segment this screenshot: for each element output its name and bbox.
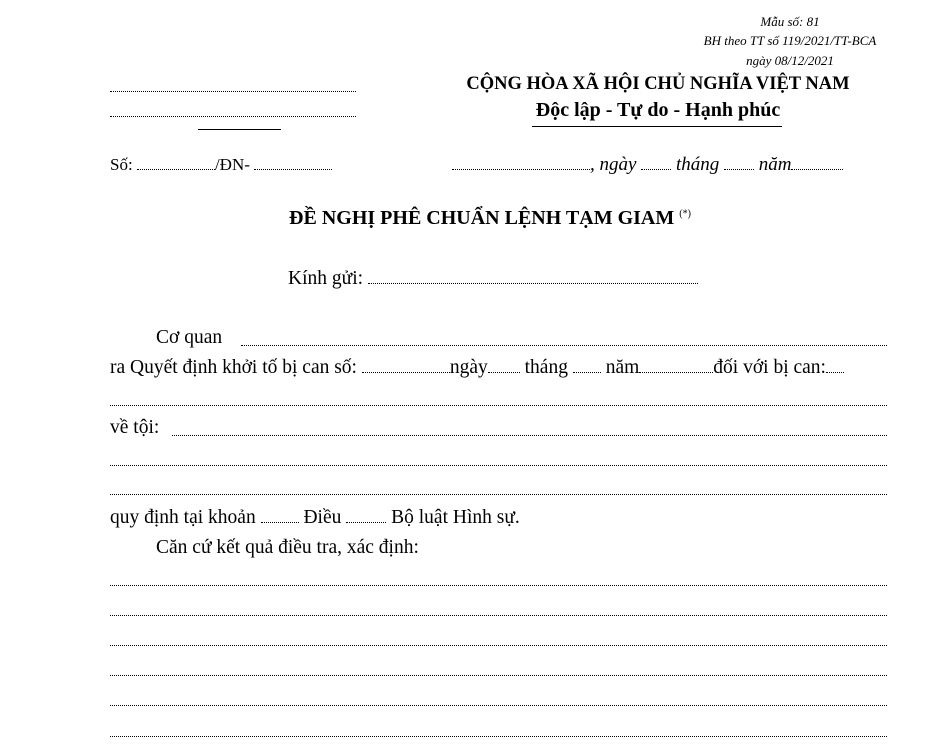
decision-year-blank[interactable] [639,372,713,373]
basis-label: Căn cứ kết quả điều tra, xác định: [156,537,419,558]
decision-label: ra Quyết định khởi tố bị can số: [110,357,357,378]
code-label: Bộ luật Hình sự. [391,507,520,528]
agency-blank[interactable] [241,345,887,346]
month-label: tháng [675,154,720,175]
month-blank[interactable] [724,169,754,170]
findings-blank-1[interactable] [110,585,887,586]
recipient-label: Kính gửi: [288,268,364,289]
recipient-blank[interactable] [368,283,698,284]
clause-blank[interactable] [261,522,299,523]
motto: Độc lập - Tự do - Hạnh phúc [535,99,781,121]
place-date-line [452,154,843,176]
crime-line [110,417,159,439]
number-code-blank[interactable] [254,169,332,170]
decision-year-label: năm [605,357,640,378]
title-footnote: (*) [679,208,691,220]
number-label: Số: [110,155,133,174]
agency-name-blank[interactable] [110,116,356,117]
place-comma: , [590,154,595,175]
form-date: ngày 08/12/2021 [746,53,834,68]
motto-underline [532,126,782,127]
number-suffix: /ĐN- [214,155,250,174]
title-text: ĐỀ NGHỊ PHÊ CHUẨN LỆNH TẠM GIAM [289,207,675,229]
findings-blank-6[interactable] [110,736,887,737]
crime-blank-2[interactable] [110,465,887,466]
suspect-blank[interactable] [110,405,887,406]
article-blank[interactable] [346,522,386,523]
article-label: Điều [303,507,342,528]
document-number-line [110,155,332,175]
place-blank[interactable] [452,169,590,170]
findings-blank-4[interactable] [110,675,887,676]
clause-label: quy định tại khoản [110,507,256,528]
decision-day-label: ngày [449,357,488,378]
year-blank[interactable] [791,169,843,170]
crime-blank-1[interactable] [172,435,887,436]
findings-blank-3[interactable] [110,645,887,646]
law-reference-line [110,507,520,529]
findings-blank-2[interactable] [110,615,887,616]
findings-blank-5[interactable] [110,705,887,706]
day-blank[interactable] [641,169,671,170]
nation-title: CỘNG HÒA XÃ HỘI CHỦ NGHĨA VIỆT NAM [466,74,850,94]
form-circular: BH theo TT số 119/2021/TT-BCA [703,33,877,48]
decision-month-label: tháng [524,357,568,378]
agency-divider [198,129,281,130]
decision-number-blank[interactable] [362,372,450,373]
agency-superior-blank[interactable] [110,91,356,92]
agency-label: Cơ quan [156,327,223,348]
day-label: ngày [599,154,637,175]
crime-blank-3[interactable] [110,494,887,495]
decision-day-blank[interactable] [488,372,520,373]
year-label: năm [758,154,792,175]
form-number: Mẫu số: 81 [760,14,820,29]
document-title [0,207,928,230]
crime-label: về tội: [110,417,160,438]
recipient-line [288,268,698,290]
decision-line [110,357,844,379]
decision-month-blank[interactable] [573,372,601,373]
suspect-blank-start[interactable] [826,372,844,373]
agency-line [156,327,222,349]
number-blank[interactable] [137,169,215,170]
basis-line [156,537,419,559]
suspect-label: đối với bị can: [713,357,826,378]
